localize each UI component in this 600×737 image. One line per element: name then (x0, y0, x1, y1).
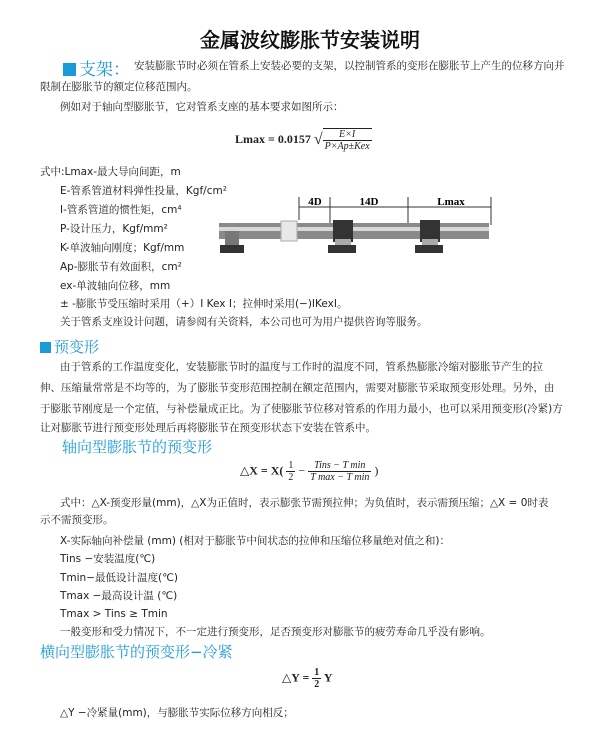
predeform-para-3: 于膨胀节刚度是一个定值，与补偿量成正比。为了使膨胀节位移对管系的作用力最小，也可以采用预变形(冷紧)方 (40, 403, 563, 415)
lateral-formula (282, 667, 333, 690)
predeform-para-1: 由于管系的工作温度变化，安装膨胀节时的温度与工作时的温度不同，管系热膨胀冷缩对膨胀节产生的拉 (60, 361, 543, 373)
minus: − (298, 463, 306, 478)
formula-denominator: P×Ap±Kex (324, 141, 370, 152)
formula-lhs: Lmax = 0.0157 (235, 131, 311, 146)
formula-rhs: Y (323, 670, 333, 685)
axial-line-tmax: Tmax −最高设计温 (℃) (60, 590, 178, 602)
half-den: 2 (288, 472, 294, 483)
predeform-para-2: 伸、压缩量常常是不均等的，为了膨胀节变形范围控制在额定范围内，需要对膨胀节采取预变形处理。另外，由 (40, 382, 555, 394)
axial-line-1: 式中：△X-预变形量(mm)，△X为正值时，表示膨张节需预拉伸；为负值时，表示需预压缩；△X = 0时表 (60, 497, 549, 509)
formula-denominator: T max − T min (310, 472, 370, 483)
formula-close: ) (374, 463, 379, 478)
formula-lhs: △Y = (282, 670, 310, 685)
page-title: 金属波纹膨胀节安装说明 (200, 28, 420, 52)
predeform-heading (40, 336, 99, 357)
axial-line-tmin: Tmin−最低设计温度(℃) (60, 572, 178, 584)
bellows (281, 221, 297, 241)
lateral-heading: 横向型膨胀节的预变形−冷紧 (40, 643, 233, 661)
formula-numerator: 1 (314, 667, 320, 678)
bullet-square-icon (40, 342, 51, 353)
def-p: P-设计压力，Kgf/mm² (60, 223, 168, 235)
formula-lhs: △X = X( (240, 463, 284, 478)
axial-line-3: X-实际轴向补偿量 (mm) (相对于膨胀节中间状态的拉伸和压缩位移量绝对值之和)： (60, 535, 450, 547)
pipe-highlight (219, 227, 489, 231)
bullet-square-icon (63, 63, 76, 76)
formula-numerator: Tins − T min (308, 460, 371, 472)
def-ap: Ap-膨胀节有效面积，cm² (60, 261, 182, 273)
def-ex: ex-单波轴向位移，mm (60, 280, 171, 292)
formula-numerator: E×I (323, 129, 372, 141)
half-fraction (286, 460, 295, 483)
axial-line-note: 一般变形和受力情况下，不一定进行预变形，足否预变形对膨胀节的疲劳寿命几乎没有影响。 (60, 626, 491, 638)
where-lmax: 式中:Lmax-最大导向间距，m (40, 166, 181, 178)
predeform-heading-text: 预变形 (54, 338, 100, 356)
axial-formula (240, 460, 378, 483)
label-4d: 4D (308, 196, 322, 208)
axial-line-inequality: Tmax > Tins ≥ Tmin (60, 608, 168, 620)
support-example: 例如对于轴向型膨胀节，它对管系支座的基本要求如图所示： (60, 101, 344, 113)
formula-denominator: 2 (314, 679, 320, 690)
def-e: E-管系管道材料弹性投量，Kgf/cm² (60, 185, 227, 197)
predeform-para-4: 让对膨胀节进行预变形处理后再将膨胀节在预变形状态下安装在管系中。 (40, 422, 376, 434)
axial-line-tins: Tins −安装温度(℃) (60, 553, 156, 565)
guide-support-pads (335, 239, 438, 245)
support-line-1: 安装膨胀节时必须在管系上安装必要的支架，以控制管系的变形在膨胀节上产生的位移方向并 (134, 60, 565, 72)
def-k: K-单波轴向刚度；Kgf/mm (60, 242, 185, 254)
support-note: 关于管系支座设计问题，请参阅有关资料，本公司也可为用户提供咨询等服务。 (60, 316, 428, 328)
label-lmax: Lmax (437, 196, 465, 208)
lmax-formula (235, 128, 372, 152)
half-num: 1 (288, 460, 294, 471)
sqrt-sign: √ (313, 131, 323, 148)
temperature-fraction (308, 460, 371, 483)
support-heading (63, 55, 130, 80)
axial-heading: 轴向型膨胀节的预变形 (62, 438, 213, 456)
lateral-line: △Y −冷紧量(mm)，与膨胀节实际位移方向相反； (60, 707, 294, 719)
anchor-block (225, 231, 239, 245)
def-i: I-管系管道的惯性矩，cm⁴ (60, 204, 182, 216)
anchor-base (220, 245, 244, 253)
pipe-support-diagram (215, 195, 495, 265)
sqrt-fraction (323, 128, 372, 152)
axial-line-2: 示不需预变形。 (40, 514, 114, 526)
support-line-2: 限制在膨胀节的额定位移范围内。 (40, 81, 198, 93)
def-sign: ± -膨胀节受压缩时采用（+）I Kex I；拉伸时采用(−)IKexI。 (60, 298, 348, 310)
support-heading-text: 支架： (79, 60, 130, 80)
label-14d: 14D (359, 196, 379, 208)
half-fraction (312, 667, 321, 690)
